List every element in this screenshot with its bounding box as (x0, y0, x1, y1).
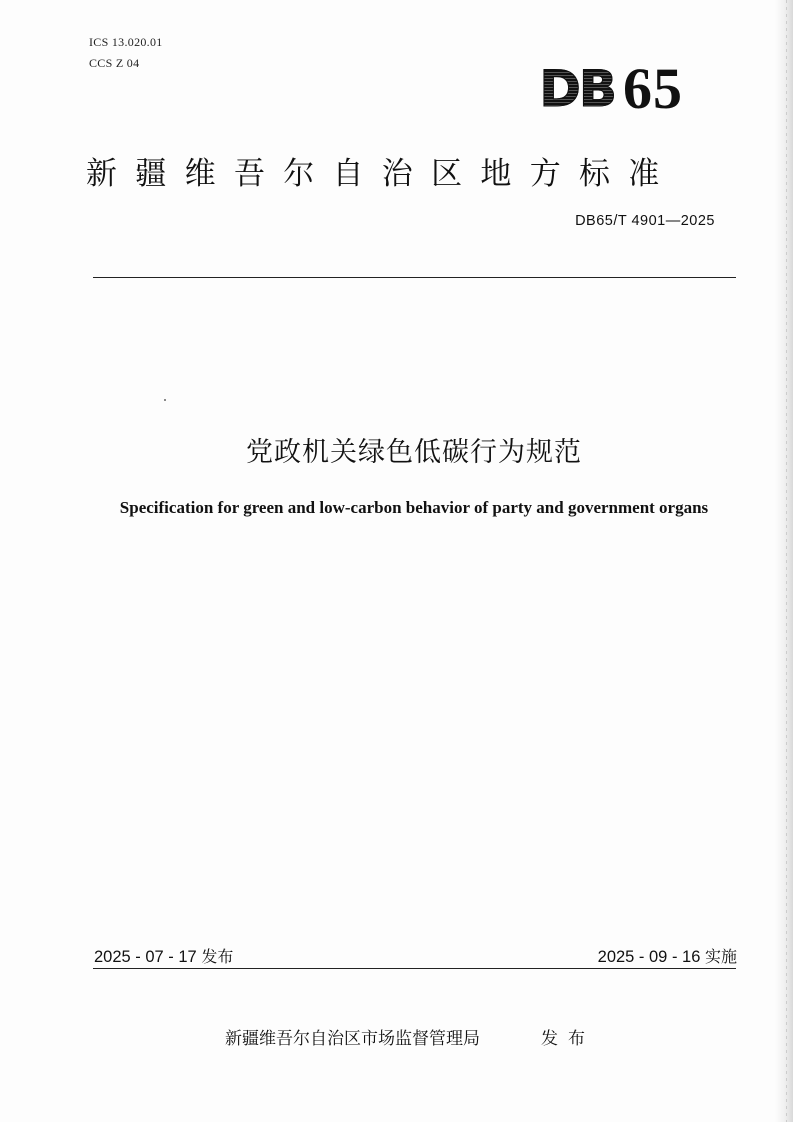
top-divider (93, 277, 736, 278)
scan-edge-artifact (786, 0, 787, 1122)
db65-logo (539, 56, 683, 121)
issuing-authority: 新疆维吾尔自治区市场监督管理局 (225, 1029, 480, 1049)
title-english: Specification for green and low-carbon behavior of party and government organs (119, 498, 709, 517)
standard-type-heading: 新疆维吾尔自治区地方标准 (86, 156, 678, 192)
scan-speck (164, 399, 166, 401)
scan-edge-shadow (775, 0, 793, 1122)
issuer-action: 发布 (541, 1029, 595, 1049)
standard-number: DB65/T 4901—2025 (575, 213, 715, 229)
logo-number-text: 65 (623, 56, 683, 121)
logo-db-text: DB (539, 60, 615, 118)
bottom-divider (93, 968, 736, 969)
title-chinese: 党政机关绿色低碳行为规范 (246, 437, 582, 468)
implement-date: 2025 - 09 - 16 (597, 948, 701, 966)
issue-date-line (94, 944, 233, 967)
ccs-code: CCS Z 04 (89, 56, 140, 70)
ics-code: ICS 13.020.01 (89, 35, 163, 49)
implement-label: 实施 (704, 947, 737, 966)
implement-date-line (598, 944, 737, 967)
issue-label: 发布 (201, 947, 234, 966)
issue-date: 2025 - 07 - 17 (94, 948, 197, 966)
